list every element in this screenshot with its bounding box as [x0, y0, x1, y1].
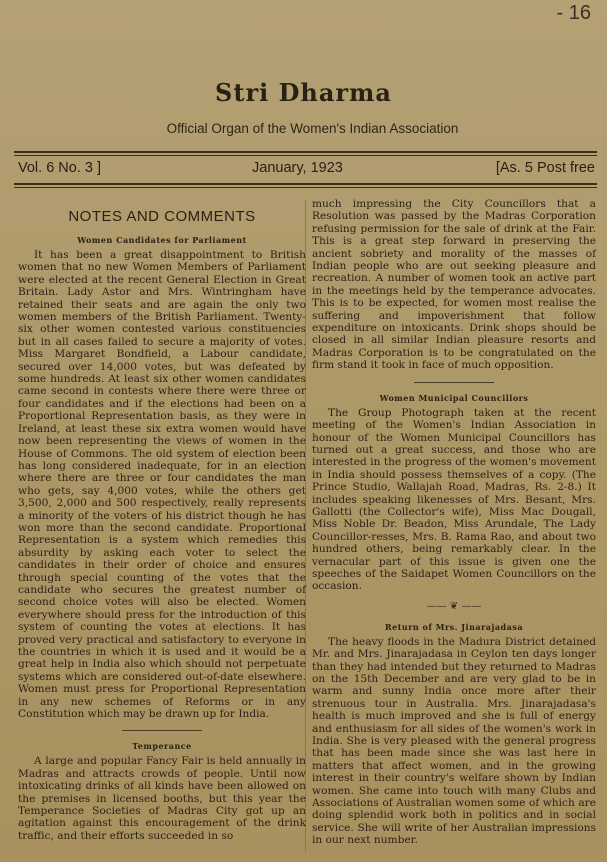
article-heading-temperance: Temperance	[132, 741, 192, 752]
article-separator	[122, 730, 202, 731]
masthead	[0, 78, 607, 136]
page-number: - 16	[556, 2, 591, 24]
article-body-jinarajadasa: The heavy floods in the Madura District detained Mr. and Mrs. Jinarajadasa in Ceylon ten days longer than they had intended but they returned to Madras on the 15th December and are very glad to be in warm and sunny India once more after their strenuous tour in Australia. Mrs. Jinarajadasa's health is much improved and she is full of energy and enthusiasm for all sides of the women's work in India. She is very pleased with the general progress that has been made since she was last here in matters that affect women, and in the growing interest in their country's welfare shown by Indian women. She came into touch with many Clubs and Associations of Australian women some of which are doing splendid work both in politics and in social service. She will write of her Australian impressions in our next number.	[312, 635, 596, 847]
publication-subtitle: Official Organ of the Women's Indian Association	[166, 121, 459, 136]
right-column	[312, 198, 596, 847]
bottom-rule-thin	[14, 187, 597, 188]
article-heading-women-candidates: Women Candidates for Parliament	[77, 235, 247, 245]
publication-title: Stri Dharma	[215, 78, 392, 107]
issue-volume: Vol. 6 No. 3 ]	[18, 160, 102, 176]
ornament-divider: —— ❦ ——	[426, 600, 482, 612]
article-body-women-candidates: It has been a great disappointment to British women that no new Women Members of Parliament were elected at the recent General Election in Great Britain. Lady Astor and Mrs. Wintringham have retained their seats and are again the only two women members of the British Parliament. Twenty-six other women contested various constituencies but in all cases failed to secure a majority of votes. Miss Margaret Bondfield, a Labour candidate, secured over 14,000 votes, but was defeated by some hundreds. At least six other women candidates came second in contests where there were three or four candidates and if the elections had been on a Proportional Representation basis, as they were in Ireland, at least these six extra women would have now been representing the views of women in the House of Commons. The old system of election been has long considered inadequate, for in an election where there are three or four candidates the man who gets, say 4,000 votes, while the others get 3,500, 2,000 and 500 respectively, really represents a minority of the voters of his district though he has won more than the second candidate. Proportional Representation is a system which remedies this absurdity by asking each voter to select the candidates in their order of choice and ensures through special counting of the votes that the candidate who secures the greatest number of second choice votes will also be elected. Women everywhere should press for the introduction of this system of counting the votes at elections. It has proved very practical and satisfactory to everyone in the countries in which it is used and it would be a great help in India also which should not perpetuate systems which are considered out-of-date elsewhere. Women must press for Proportional Representation in any new schemes of Reforms or in any Constitution which may be drawn up for India.	[18, 249, 306, 721]
section-title: NOTES AND COMMENTS	[68, 208, 256, 225]
article-body-temperance-continued: much impressing the City Councillors that a Resolution was passed by the Madras Corporation refusing permission for the sale of drink at the Fair. This is a great step forward in preserving the ancient sobriety and morality of the masses of Indian people who are out seeking pleasure and recreation. A number of women took an active part in the meetings held by the temperance advocates. This is to be expected, for women most realise the suffering and impoverishment that follow expenditure on intoxicants. Drink shops should be closed in all similar Indian pleasure resorts and Madras Corporation is to be congratulated on the firm stand it took in face of much opposition.	[312, 198, 596, 372]
article-body-temperance: A large and popular Fancy Fair is held annually in Madras and attracts crowds of people. Until now intoxicating drinks of all kinds have been allowed on the premises in licensed booths, but this year the Temperance Societies of Madras City got up an agitation against this encouragement of the drink traffic, and their efforts succeeded in so	[18, 755, 306, 842]
article-separator	[414, 382, 494, 383]
article-body-municipal-councillors: The Group Photograph taken at the recent meeting of the Women's Indian Association in honour of the Women Municipal Councillors has turned out a great success, and those who are interested in the progress of the women's movement in India should possess themselves of a copy. (The Prince Studio, Wallajah Road, Madras, Rs. 2-8.) It includes speaking likenesses of Mrs. Besant, Mrs. Gallotti (the Collector's wife), Miss Mac Dougall, Miss Noble Dr. Beadon, Miss Arundale, The Lady Councillor-resses, Mrs. B. Rama Rao, and about two hundred others, being remarkably clear. In the vernacular part of this issue is given one the speeches of the Saidapet Women Councillors on the occasion.	[312, 406, 596, 593]
issue-date: January, 1923	[252, 160, 343, 176]
top-rule-thin	[14, 155, 597, 156]
issue-price: [As. 5 Post free	[495, 160, 595, 176]
article-heading-jinarajadasa: Return of Mrs. Jinarajadasa	[384, 621, 524, 632]
article-heading-municipal-councillors: Women Municipal Councillors	[379, 392, 529, 403]
top-rule	[14, 151, 597, 153]
issue-info-bar	[14, 160, 597, 180]
left-column	[18, 200, 306, 842]
bottom-rule	[14, 183, 597, 185]
